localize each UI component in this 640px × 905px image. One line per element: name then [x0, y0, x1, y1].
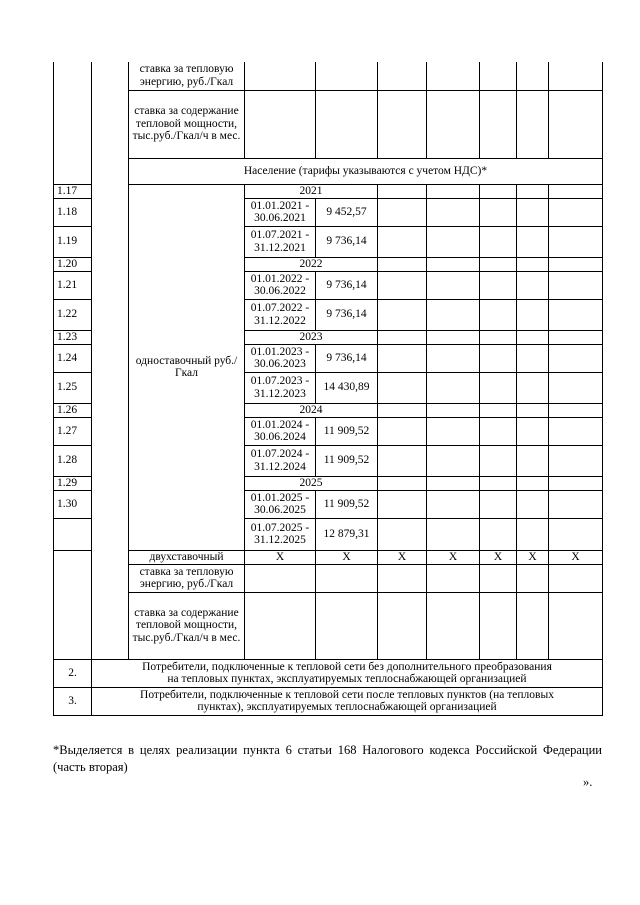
- empty-cell: [316, 90, 378, 158]
- empty-cell: [427, 417, 480, 445]
- empty-cell: [517, 344, 549, 372]
- empty-cell: [378, 330, 427, 344]
- rate-label: ставка за содержание тепловой мощности, тыс.руб./Гкал/ч в мес.: [129, 90, 245, 158]
- empty-cell: [378, 62, 427, 90]
- empty-cell: [427, 344, 480, 372]
- year-label: 2025: [245, 476, 378, 490]
- empty-cell: [378, 518, 427, 550]
- x-mark: X: [316, 550, 378, 564]
- empty-cell: [480, 403, 517, 417]
- consumer-text-line: на тепловых пунктах, эксплуатируемых теплоснабжающей организацией: [167, 673, 527, 685]
- closing-quote-mark: ».: [583, 775, 593, 789]
- empty-cell: [517, 372, 549, 403]
- tariff-table-body: [54, 62, 603, 715]
- tariff-value: 14 430,89: [316, 372, 378, 403]
- empty-cell: [378, 226, 427, 257]
- section-number: 2.: [54, 659, 92, 687]
- period-label: 01.07.2022 - 31.12.2022: [245, 299, 316, 330]
- empty-cell: [378, 490, 427, 518]
- empty-cell: [549, 90, 603, 158]
- row-number: 1.27: [54, 417, 92, 445]
- rate-label: ставка за тепловую энергию, руб./Гкал: [129, 564, 245, 592]
- num-cell-empty: [54, 62, 92, 184]
- section-title: Население (тарифы указываются с учетом НДС)*: [129, 158, 603, 184]
- empty-cell: [517, 330, 549, 344]
- empty-cell: [316, 592, 378, 659]
- empty-cell: [549, 476, 603, 490]
- empty-cell: [480, 518, 517, 550]
- empty-cell: [427, 330, 480, 344]
- empty-cell: [427, 518, 480, 550]
- empty-cell: [517, 445, 549, 476]
- empty-cell: [480, 564, 517, 592]
- period-label: 01.01.2022 - 30.06.2022: [245, 271, 316, 299]
- empty-cell: [378, 344, 427, 372]
- empty-cell: [427, 299, 480, 330]
- x-mark: X: [245, 550, 316, 564]
- tariff-value: 9 736,14: [316, 344, 378, 372]
- consumer-row: [54, 659, 603, 687]
- empty-cell: [549, 592, 603, 659]
- empty-cell: [517, 198, 549, 226]
- period-label: 01.01.2025 - 30.06.2025: [245, 490, 316, 518]
- consumer-text-line: Потребители, подключенные к тепловой сети после тепловых пунктов (на тепловых: [140, 688, 554, 701]
- empty-cell: [517, 476, 549, 490]
- empty-cell: [427, 62, 480, 90]
- x-mark: X: [378, 550, 427, 564]
- empty-cell: [517, 299, 549, 330]
- empty-cell: [427, 184, 480, 198]
- empty-cell: [378, 592, 427, 659]
- empty-cell: [517, 564, 549, 592]
- tariff-value: 11 909,52: [316, 490, 378, 518]
- empty-cell: [549, 445, 603, 476]
- empty-cell: [549, 564, 603, 592]
- empty-cell: [378, 198, 427, 226]
- period-label: 01.07.2024 - 31.12.2024: [245, 445, 316, 476]
- row-number: 1.28: [54, 445, 92, 476]
- empty-cell: [480, 490, 517, 518]
- empty-cell: [480, 198, 517, 226]
- empty-cell: [378, 184, 427, 198]
- row-number: 1.18: [54, 198, 92, 226]
- x-mark: X: [427, 550, 480, 564]
- empty-cell: [378, 476, 427, 490]
- row-number: 1.19: [54, 226, 92, 257]
- empty-cell: [378, 417, 427, 445]
- empty-cell: [378, 90, 427, 158]
- empty-cell: [480, 226, 517, 257]
- empty-cell: [378, 445, 427, 476]
- two-rate-label: двухставочный: [129, 550, 245, 564]
- tariff-value: 9 736,14: [316, 271, 378, 299]
- empty-cell: [549, 372, 603, 403]
- empty-cell: [549, 344, 603, 372]
- empty-cell: [517, 226, 549, 257]
- empty-cell: [480, 271, 517, 299]
- empty-cell: [549, 257, 603, 271]
- tariff-value: 9 736,14: [316, 299, 378, 330]
- period-label: 01.01.2024 - 30.06.2024: [245, 417, 316, 445]
- period-label: 01.07.2021 - 31.12.2021: [245, 226, 316, 257]
- rate-label: ставка за тепловую энергию, руб./Гкал: [129, 62, 245, 90]
- period-label: 01.07.2025 - 31.12.2025: [245, 518, 316, 550]
- consumer-description: [92, 659, 603, 687]
- x-mark: X: [549, 550, 603, 564]
- empty-cell: [480, 299, 517, 330]
- empty-cell: [549, 62, 603, 90]
- empty-cell: [549, 490, 603, 518]
- empty-cell: [427, 445, 480, 476]
- empty-cell: [517, 257, 549, 271]
- empty-cell: [480, 592, 517, 659]
- row-number: 1.20: [54, 257, 92, 271]
- row-number: 1.17: [54, 184, 92, 198]
- row-number: 1.26: [54, 403, 92, 417]
- rate-label: ставка за содержание тепловой мощности, тыс.руб./Гкал/ч в мес.: [129, 592, 245, 659]
- empty-cell: [427, 372, 480, 403]
- empty-cell: [427, 198, 480, 226]
- empty-cell: [549, 198, 603, 226]
- row-number: 1.22: [54, 299, 92, 330]
- empty-cell: [427, 476, 480, 490]
- empty-cell: [480, 62, 517, 90]
- empty-cell: [427, 592, 480, 659]
- empty-cell: [245, 564, 316, 592]
- table-row: [54, 90, 603, 158]
- empty-cell: [517, 90, 549, 158]
- empty-cell: [480, 372, 517, 403]
- empty-cell: [517, 490, 549, 518]
- period-label: 01.01.2021 - 30.06.2021: [245, 198, 316, 226]
- section-number: 3.: [54, 687, 92, 715]
- empty-cell: [480, 184, 517, 198]
- empty-cell: [480, 417, 517, 445]
- empty-cell: [517, 592, 549, 659]
- year-label: 2022: [245, 257, 378, 271]
- empty-cell: [245, 62, 316, 90]
- year-label: 2024: [245, 403, 378, 417]
- empty-cell: [517, 417, 549, 445]
- empty-cell: [316, 564, 378, 592]
- table-row: [54, 564, 603, 592]
- empty-cell: [549, 226, 603, 257]
- empty-cell: [480, 330, 517, 344]
- footnote: *Выделяется в целях реализации пункта 6 статьи 168 Налогового кодекса Российской Федерации (часть вторая): [53, 743, 602, 774]
- consumer-text-line: Потребители, подключенные к тепловой сети без дополнительного преобразования: [142, 660, 552, 673]
- empty-cell: [378, 271, 427, 299]
- empty-cell: [427, 403, 480, 417]
- tariff-type-label: одноставочный руб./Гкал: [129, 184, 245, 550]
- period-label: 01.01.2023 - 30.06.2023: [245, 344, 316, 372]
- row-number: 1.23: [54, 330, 92, 344]
- empty-cell: [427, 257, 480, 271]
- num-cell-empty: [54, 550, 92, 659]
- empty-cell: [517, 518, 549, 550]
- row-number: 1.25: [54, 372, 92, 403]
- year-label: 2023: [245, 330, 378, 344]
- tariff-value: 11 909,52: [316, 445, 378, 476]
- empty-cell: [378, 403, 427, 417]
- empty-cell: [549, 299, 603, 330]
- empty-cell: [427, 271, 480, 299]
- empty-cell: [378, 299, 427, 330]
- empty-cell: [427, 490, 480, 518]
- tariff-value: 9 736,14: [316, 226, 378, 257]
- empty-cell: [517, 184, 549, 198]
- empty-cell: [549, 403, 603, 417]
- empty-cell: [427, 564, 480, 592]
- row-number: 1.29: [54, 476, 92, 490]
- empty-cell: [517, 403, 549, 417]
- empty-cell: [316, 62, 378, 90]
- tariff-value: 9 452,57: [316, 198, 378, 226]
- table-row: [54, 592, 603, 659]
- empty-cell: [549, 184, 603, 198]
- empty-cell: [480, 445, 517, 476]
- year-label: 2021: [245, 184, 378, 198]
- table-row: [54, 158, 603, 184]
- period-label: 01.07.2023 - 31.12.2023: [245, 372, 316, 403]
- empty-cell: [378, 564, 427, 592]
- two-rate-row: [54, 550, 603, 564]
- row-number: [54, 518, 92, 550]
- year-row: [54, 184, 603, 198]
- empty-cell: [480, 90, 517, 158]
- empty-cell: [549, 271, 603, 299]
- consumer-row: [54, 687, 603, 715]
- tariff-value: 11 909,52: [316, 417, 378, 445]
- empty-cell: [378, 257, 427, 271]
- consumer-description: [92, 687, 603, 715]
- empty-cell: [549, 330, 603, 344]
- empty-cell: [245, 90, 316, 158]
- empty-cell: [480, 476, 517, 490]
- row-number: 1.24: [54, 344, 92, 372]
- empty-cell: [480, 344, 517, 372]
- consumer-text-line: пунктах), эксплуатируемых теплоснабжающей организацией: [197, 701, 497, 713]
- empty-cell: [245, 592, 316, 659]
- row-number: 1.30: [54, 490, 92, 518]
- tariff-value: 12 879,31: [316, 518, 378, 550]
- empty-cell: [378, 372, 427, 403]
- empty-cell: [517, 271, 549, 299]
- table-row: [54, 62, 603, 90]
- x-mark: X: [517, 550, 549, 564]
- empty-cell: [427, 90, 480, 158]
- sub-num-cell-empty: [92, 62, 129, 659]
- tariff-table: [53, 62, 603, 716]
- empty-cell: [427, 226, 480, 257]
- empty-cell: [480, 257, 517, 271]
- x-mark: X: [480, 550, 517, 564]
- empty-cell: [549, 417, 603, 445]
- empty-cell: [517, 62, 549, 90]
- empty-cell: [549, 518, 603, 550]
- row-number: 1.21: [54, 271, 92, 299]
